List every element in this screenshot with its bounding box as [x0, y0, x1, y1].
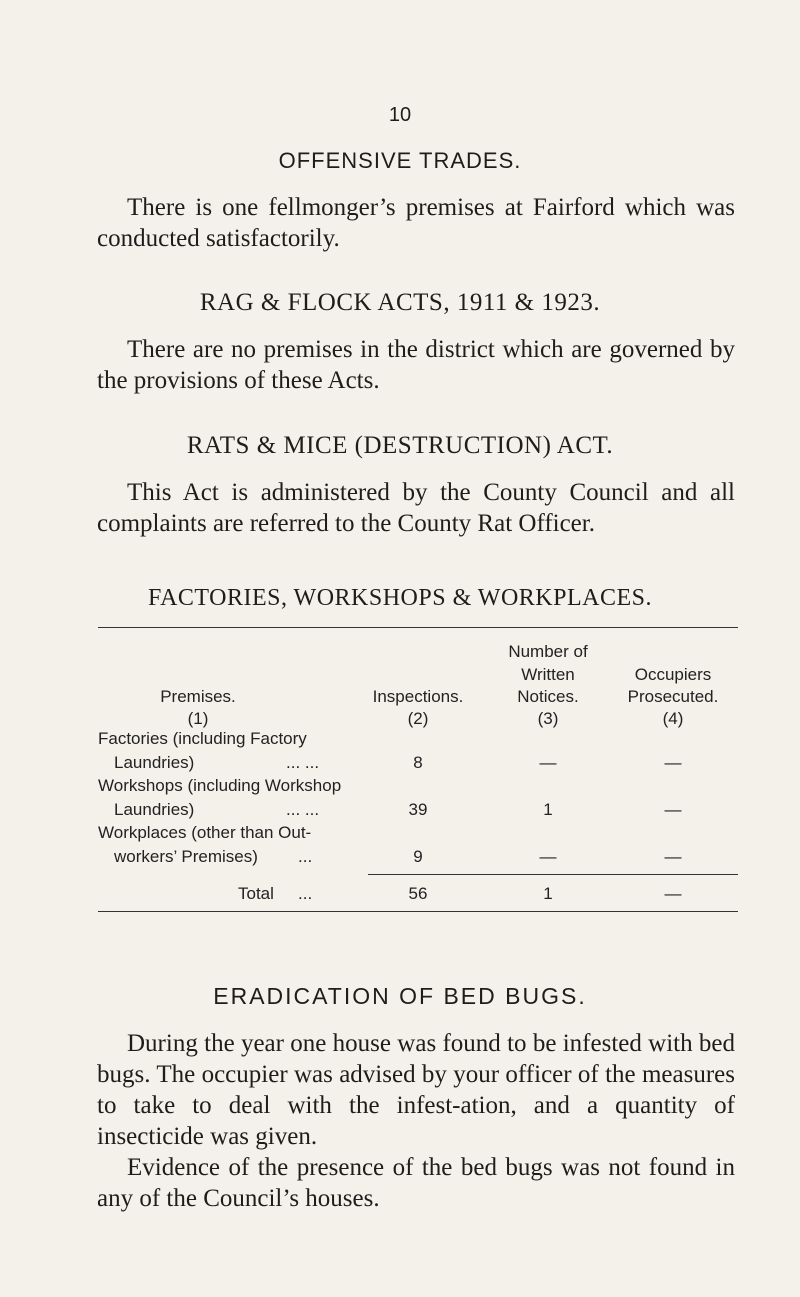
bed-bugs-heading: ERADICATION OF BED BUGS.: [213, 983, 587, 1009]
factories-heading: FACTORIES, WORKSHOPS & WORKPLACES.: [148, 585, 652, 611]
row-workplaces-prosecuted: —: [664, 847, 682, 866]
table-bottom-rule: [98, 911, 738, 912]
bed-bugs-paragraph-2: [97, 1152, 735, 1214]
rag-flock-paragraph: [97, 334, 735, 396]
rats-mice-text: This Act is administered by the County Council and all complaints are referred to the County Rat Officer.: [97, 479, 735, 537]
offensive-trades-paragraph: [97, 192, 735, 254]
header-inspections: Inspections.: [372, 687, 464, 706]
header-notices-num: (3): [537, 709, 559, 728]
row-factories-inspections: 8: [413, 753, 423, 772]
header-inspections-num: (2): [407, 709, 429, 728]
total-inspections: 56: [408, 884, 428, 903]
header-prosecuted: Prosecuted.: [627, 687, 719, 706]
table-subtotal-rule: [368, 874, 738, 875]
row-factories-dots: ... ...: [286, 753, 320, 772]
bed-bugs-text-1: During the year one house was found to be infested with bed bugs. The occupier was advised by your officer of the measures to take to deal with the infest-ation, and a quantity of insecticide was given.: [97, 1030, 735, 1150]
rag-flock-heading: RAG & FLOCK ACTS, 1911 & 1923.: [199, 289, 601, 316]
rats-mice-paragraph: [97, 477, 735, 539]
row-workplaces-notices: —: [539, 847, 557, 866]
row-workplaces-inspections: 9: [413, 847, 423, 866]
header-notices: Notices.: [517, 687, 579, 706]
header-number-of: Number of: [508, 642, 588, 661]
header-premises-num: (1): [187, 709, 209, 728]
row-workshops-prosecuted: —: [664, 800, 682, 819]
row-workplaces-dots: ...: [298, 847, 313, 866]
header-written: Written: [521, 665, 575, 684]
row-workshops-notices: 1: [543, 800, 553, 819]
row-workplaces-line1: Workplaces (other than Out-: [98, 823, 312, 842]
total-dots: ...: [298, 884, 313, 903]
total-notices: 1: [543, 884, 553, 903]
row-workshops-line2: Laundries): [114, 800, 195, 819]
row-workshops-dots: ... ...: [286, 800, 320, 819]
row-factories-line1: Factories (including Factory: [98, 729, 307, 748]
row-factories-notices: —: [539, 753, 557, 772]
page-number: 10: [388, 104, 412, 126]
row-workplaces-line2: workers’ Premises): [114, 847, 258, 866]
rag-flock-text: There are no premises in the district which are governed by the provisions of these Acts.: [97, 336, 735, 394]
row-workshops-inspections: 39: [408, 800, 428, 819]
total-label: Total: [238, 884, 274, 903]
header-premises: Premises.: [160, 687, 236, 706]
bed-bugs-paragraph-1: [97, 1028, 735, 1152]
total-prosecuted: —: [664, 884, 682, 903]
offensive-trades-text: There is one fellmonger’s premises at Fairford which was conducted satisfactorily.: [97, 194, 735, 252]
rats-mice-heading: RATS & MICE (DESTRUCTION) ACT.: [186, 432, 614, 459]
offensive-trades-heading: OFFENSIVE TRADES.: [278, 148, 522, 173]
row-factories-prosecuted: —: [664, 753, 682, 772]
header-prosecuted-num: (4): [662, 709, 684, 728]
header-occupiers: Occupiers: [634, 665, 712, 684]
row-factories-line2: Laundries): [114, 753, 195, 772]
table-top-rule: [98, 627, 738, 628]
row-workshops-line1: Workshops (including Workshop: [98, 776, 342, 795]
bed-bugs-text-2: Evidence of the presence of the bed bugs was not found in any of the Council’s houses.: [97, 1154, 735, 1212]
